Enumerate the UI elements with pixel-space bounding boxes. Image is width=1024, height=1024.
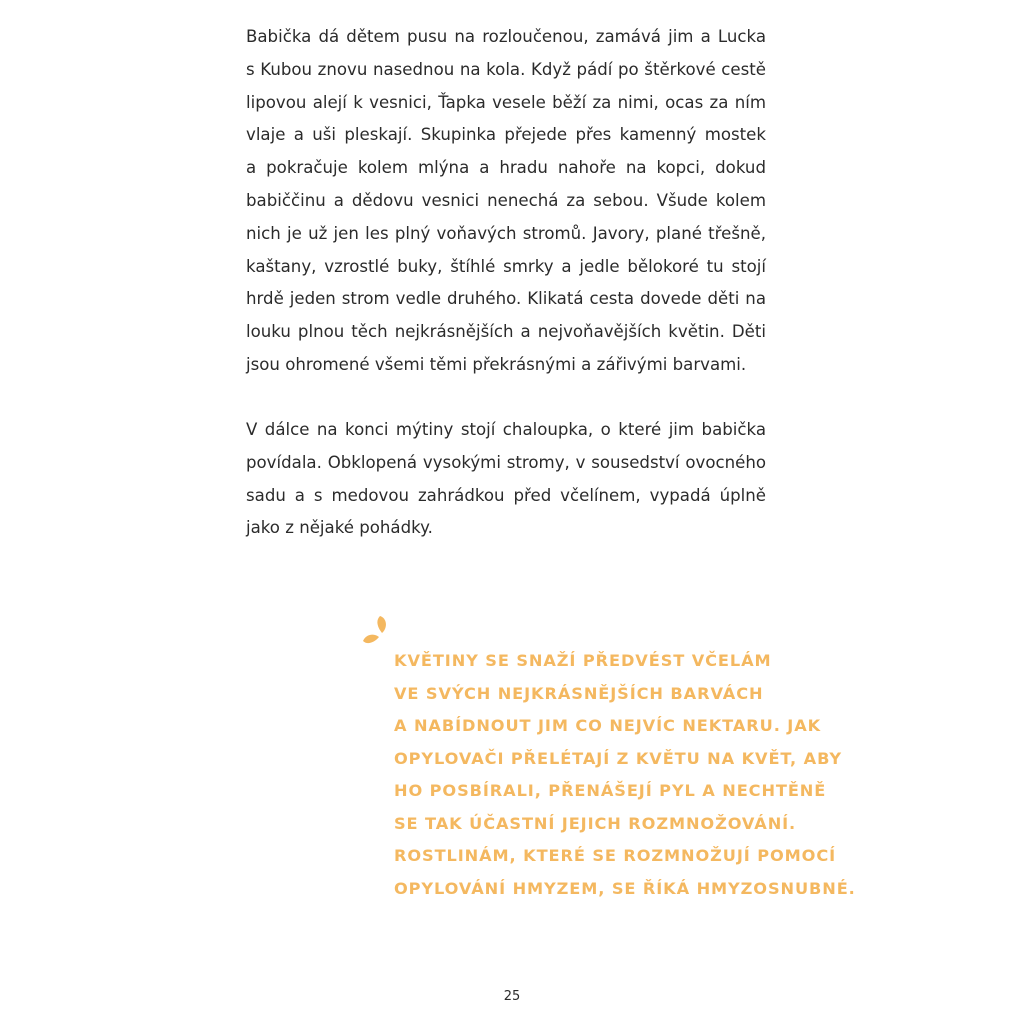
text-line: kaštany, vzrostlé buky, štíhlé smrky a jedle bělokoré tu stojí <box>246 256 766 276</box>
callout-box <box>394 645 856 905</box>
text-line: vlaje a uši pleskají. Skupinka přejede přes kamenný mostek <box>246 125 766 145</box>
page-number: 25 <box>503 989 521 1004</box>
callout-line: OPYLOVAČI PŘELÉTAJÍ Z KVĚTU NA KVĚT, ABY <box>394 748 843 768</box>
text-line: lipovou alejí k vesnici, Ťapka vesele běží za nimi, ocas za ním <box>246 92 766 112</box>
text-line: hrdě jeden strom vedle druhého. Klikatá cesta dovede děti na <box>246 289 766 309</box>
callout-line: KVĚTINY SE SNAŽÍ PŘEDVÉST VČELÁM <box>394 651 772 670</box>
text-line: Babička dá dětem pusu na rozloučenou, zamává jim a Lucka <box>246 27 766 46</box>
callout-line: SE TAK ÚČASTNÍ JEJICH ROZMNOŽOVÁNÍ. <box>394 813 797 833</box>
callout-line: VE SVÝCH NEJKRÁSNĚJŠÍCH BARVÁCH <box>394 683 764 703</box>
petal-icon <box>360 614 390 650</box>
body-paragraph-1 <box>246 21 766 382</box>
text-line: povídala. Obklopená vysokými stromy, v sousedství ovocného <box>246 452 766 472</box>
text-line: babiččinu a dědovu vesnici nenechá za sebou. Všude kolem <box>246 190 766 210</box>
text-line: V dálce na konci mýtiny stojí chaloupka, o které jim babička <box>246 420 766 439</box>
text-line: nich je už jen les plný voňavých stromů. Javory, plané třešně, <box>246 223 766 243</box>
text-line: s Kubou znovu nasednou na kola. Když pádí po štěrkové cestě <box>246 59 766 79</box>
body-paragraph-2 <box>246 414 766 545</box>
callout-line: A NABÍDNOUT JIM CO NEJVÍC NEKTARU. JAK <box>394 716 822 735</box>
callout-line: ROSTLINÁM, KTERÉ SE ROZMNOŽUJÍ POMOCÍ <box>394 846 837 865</box>
text-line: jsou ohromené všemi těmi překrásnými a zářivými barvami. <box>246 354 747 374</box>
text-line: a pokračuje kolem mlýna a hradu nahoře na kopci, dokud <box>246 158 766 178</box>
callout-line: HO POSBÍRALI, PŘENÁŠEJÍ PYL A NECHTĚNĚ <box>394 781 827 800</box>
text-line: jako z nějaké pohádky. <box>246 518 433 538</box>
text-line: sadu a s medovou zahrádkou před včelínem, vypadá úplně <box>246 485 766 505</box>
text-line: louku plnou těch nejkrásnějších a nejvoňavějších květin. Děti <box>246 322 766 342</box>
callout-line: OPYLOVÁNÍ HMYZEM, SE ŘÍKÁ HMYZOSNUBNÉ. <box>394 878 856 898</box>
